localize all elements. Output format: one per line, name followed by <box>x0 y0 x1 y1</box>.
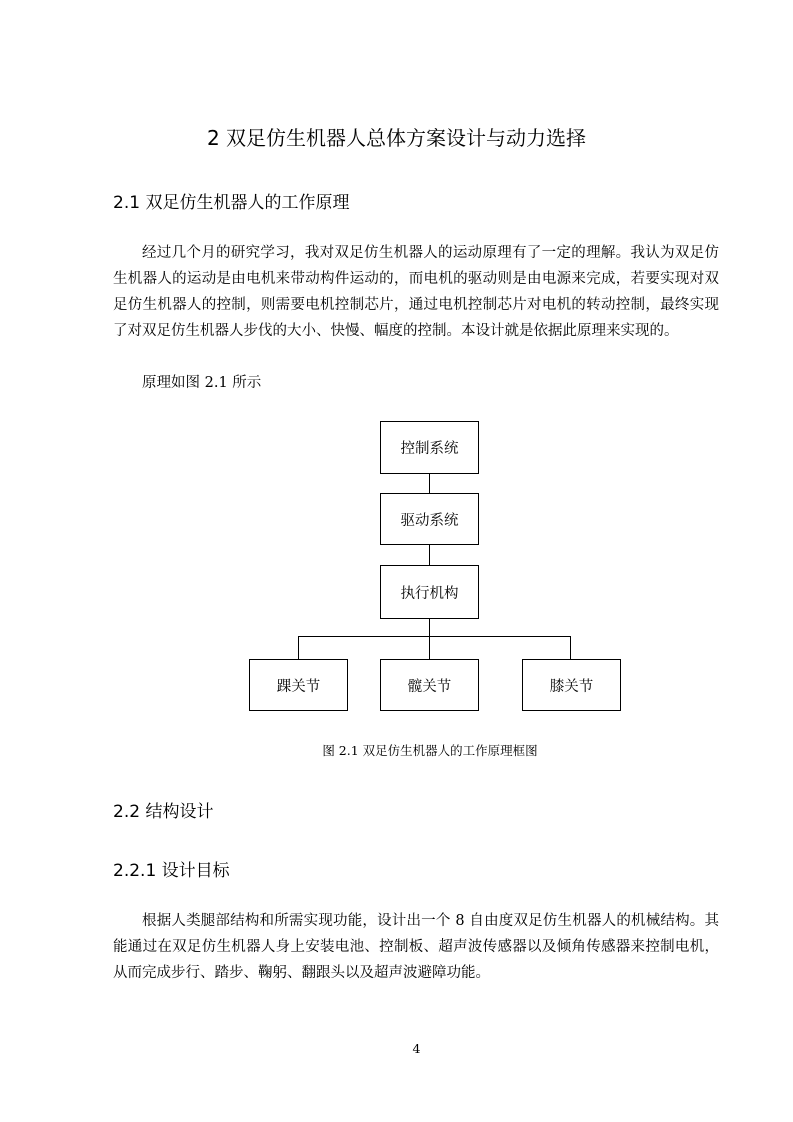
drive-system-label: 驱动系统 <box>400 512 459 529</box>
hip-joint-label: 髋关节 <box>407 678 452 695</box>
connector-line <box>429 545 430 565</box>
section-2-1-paragraph: 经过几个月的研究学习，我对双足仿生机器人的运动原理有了一定的理解。我认为双足仿生机器人的运动是由电机来带动构件运动的，而电机的驱动则是由电源来完成，若要实现对双足仿生机器人的控制，则需要电机控制芯片，通过电机控制芯片对电机的转动控制，最终实现了对双足仿生机器人步伐的大小、快慢、幅度的控制。本设计就是依据此原理来实现的。 <box>113 245 719 339</box>
branch-line <box>298 636 571 637</box>
actuator-box <box>380 565 479 619</box>
connector-line <box>429 636 430 659</box>
section-heading-2-1: 2.1 双足仿生机器人的工作原理 <box>113 193 350 213</box>
section-2-2-1-paragraph: 根据人类腿部结构和所需实现功能，设计出一个 8 自由度双足仿生机器人的机械结构。其能通过在双足仿生机器人身上安装电池、控制板、超声波传感器以及倾角传感器来控制电机，从而完成步行、踏步、鞠躬、翻跟头以及超声波避障功能。 <box>113 913 719 981</box>
control-system-label: 控制系统 <box>400 441 459 457</box>
page-number: 4 <box>412 1041 421 1056</box>
ankle-joint-label: 踝关节 <box>276 678 321 695</box>
connector-line <box>429 474 430 493</box>
figure-reference-text: 原理如图 2.1 所示 <box>142 375 262 391</box>
knee-joint-box <box>522 659 621 711</box>
drive-system-box <box>380 493 479 545</box>
connector-line <box>570 636 571 659</box>
knee-joint-label: 膝关节 <box>549 678 594 695</box>
figure-caption: 图 2.1 双足仿生机器人的工作原理框图 <box>322 743 538 758</box>
hip-joint-box <box>380 659 479 711</box>
section-heading-2-2: 2.2 结构设计 <box>113 802 214 822</box>
control-system-box <box>380 421 479 474</box>
ankle-joint-box <box>249 659 348 711</box>
chapter-title: 2 双足仿生机器人总体方案设计与动力选择 <box>206 126 587 150</box>
section-heading-2-2-1: 2.2.1 设计目标 <box>113 861 230 881</box>
actuator-label: 执行机构 <box>400 585 459 602</box>
connector-line <box>429 619 430 636</box>
connector-line <box>298 636 299 659</box>
